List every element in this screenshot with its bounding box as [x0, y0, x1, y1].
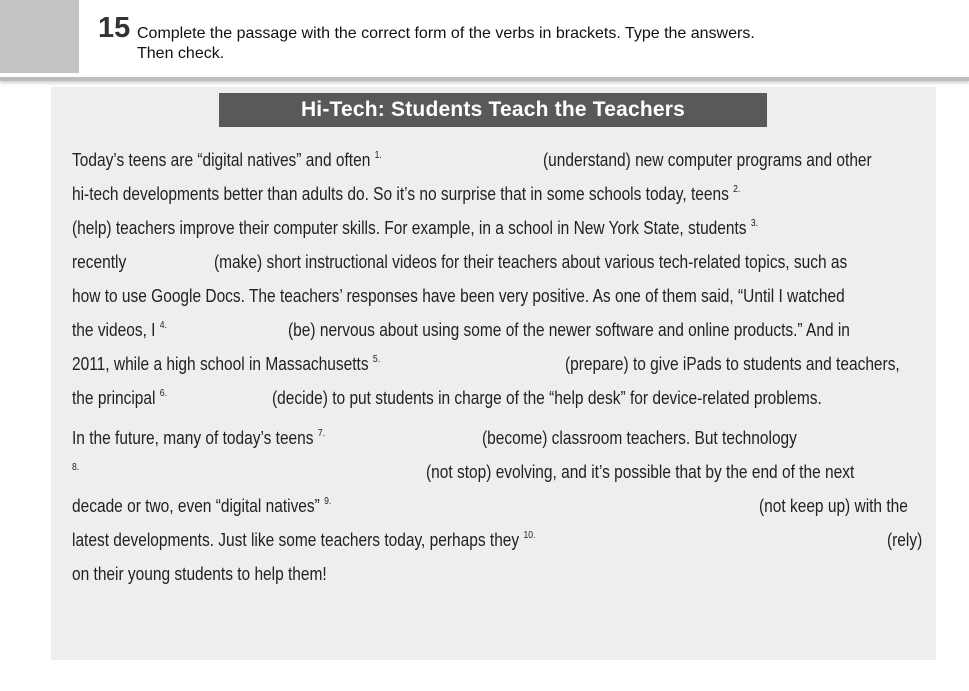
blank-number: 8.: [72, 462, 80, 473]
passage-line: [0, 426, 969, 450]
answer-input[interactable]: [82, 460, 424, 484]
line-text: [72, 318, 167, 342]
blank-number: 9.: [324, 496, 332, 507]
answer-input[interactable]: [180, 386, 270, 410]
text: the principal: [72, 388, 156, 408]
text: the videos, I: [72, 320, 156, 340]
text: on their young students to help them!: [72, 564, 327, 584]
passage-line: [0, 148, 969, 172]
line-text: [72, 460, 79, 484]
passage-title: Hi-Tech: Students Teach the Teachers: [219, 93, 767, 127]
blank-number: 5.: [372, 354, 381, 365]
answer-input[interactable]: [415, 352, 563, 376]
answer-input[interactable]: [362, 494, 757, 518]
line-text: [72, 250, 126, 274]
header-divider: [0, 77, 969, 81]
line-text: [72, 182, 740, 206]
line-text: [72, 148, 382, 172]
passage-line: [0, 460, 969, 484]
passage-line: [0, 352, 969, 376]
passage-line: [0, 562, 969, 586]
verb-hint-text: (rely): [887, 530, 923, 550]
verb-hint-text: (be) nervous about using some of the newer software and online products.” And in: [288, 320, 850, 340]
text: hi-tech developments better than adults do. So it’s no surprise that in some schools today, teens: [72, 184, 729, 204]
text: 2011, while a high school in Massachusetts: [72, 354, 369, 374]
verb-hint-text: (make) short instructional videos for their teachers about various tech-related topics, such as: [214, 252, 848, 272]
passage-line: [0, 318, 969, 342]
verb-hint-text: (understand) new computer programs and other: [543, 150, 872, 170]
blank-number: 10.: [523, 530, 536, 541]
verb-hint-text: (not keep up) with the: [759, 496, 908, 516]
answer-input[interactable]: [815, 182, 934, 206]
blank-number: 2.: [733, 184, 741, 195]
verb-hint-text: (prepare) to give iPads to students and teachers,: [565, 354, 900, 374]
answer-input[interactable]: [830, 216, 934, 240]
blank-number: 1.: [374, 150, 382, 161]
answer-input[interactable]: [355, 426, 480, 450]
verb-hint-text: (not stop) evolving, and it’s possible that by the end of the next: [426, 462, 855, 482]
exercise-number: 15: [98, 12, 131, 44]
line-text: [72, 426, 325, 450]
passage-line: [0, 182, 969, 206]
answer-input[interactable]: [582, 528, 885, 552]
line-text: [72, 494, 331, 518]
passage-line: [0, 494, 969, 518]
text: decade or two, even “digital natives”: [72, 496, 320, 516]
line-text: [72, 352, 380, 376]
text: (help) teachers improve their computer skills. For example, in a school in New York State, students: [72, 218, 747, 238]
text: latest developments. Just like some teachers today, perhaps they: [72, 530, 520, 550]
answer-input[interactable]: [205, 318, 286, 342]
verb-hint-text: (decide) to put students in charge of the “help desk” for device-related problems.: [272, 388, 822, 408]
verb-hint-text: (become) classroom teachers. But technology: [482, 428, 797, 448]
answer-input[interactable]: [415, 148, 541, 172]
passage-line: [0, 250, 969, 274]
blank-number: 7.: [317, 428, 326, 439]
passage-line: [0, 216, 969, 240]
exercise-instruction: Complete the passage with the correct form of the verbs in brackets. Type the answers. Then check.: [137, 25, 755, 62]
blank-number: 4.: [159, 320, 167, 331]
passage-line: [0, 386, 969, 410]
answer-input[interactable]: [140, 250, 212, 274]
line-text: [72, 216, 758, 240]
passage-line: [0, 528, 969, 552]
text: how to use Google Docs. The teachers’ responses have been very positive. As one of them said, “Until I watched: [72, 286, 845, 306]
line-text: [72, 528, 535, 552]
blank-number: 6.: [159, 388, 167, 399]
text: Today’s teens are “digital natives” and often: [72, 150, 371, 170]
exercise-tab-marker: [0, 0, 79, 73]
passage-line: [0, 284, 969, 308]
line-text: [72, 386, 167, 410]
text: In the future, many of today’s teens: [72, 428, 314, 448]
blank-number: 3.: [750, 218, 759, 229]
line-text: [72, 284, 845, 308]
text: recently: [72, 252, 127, 272]
line-text: [72, 562, 327, 586]
